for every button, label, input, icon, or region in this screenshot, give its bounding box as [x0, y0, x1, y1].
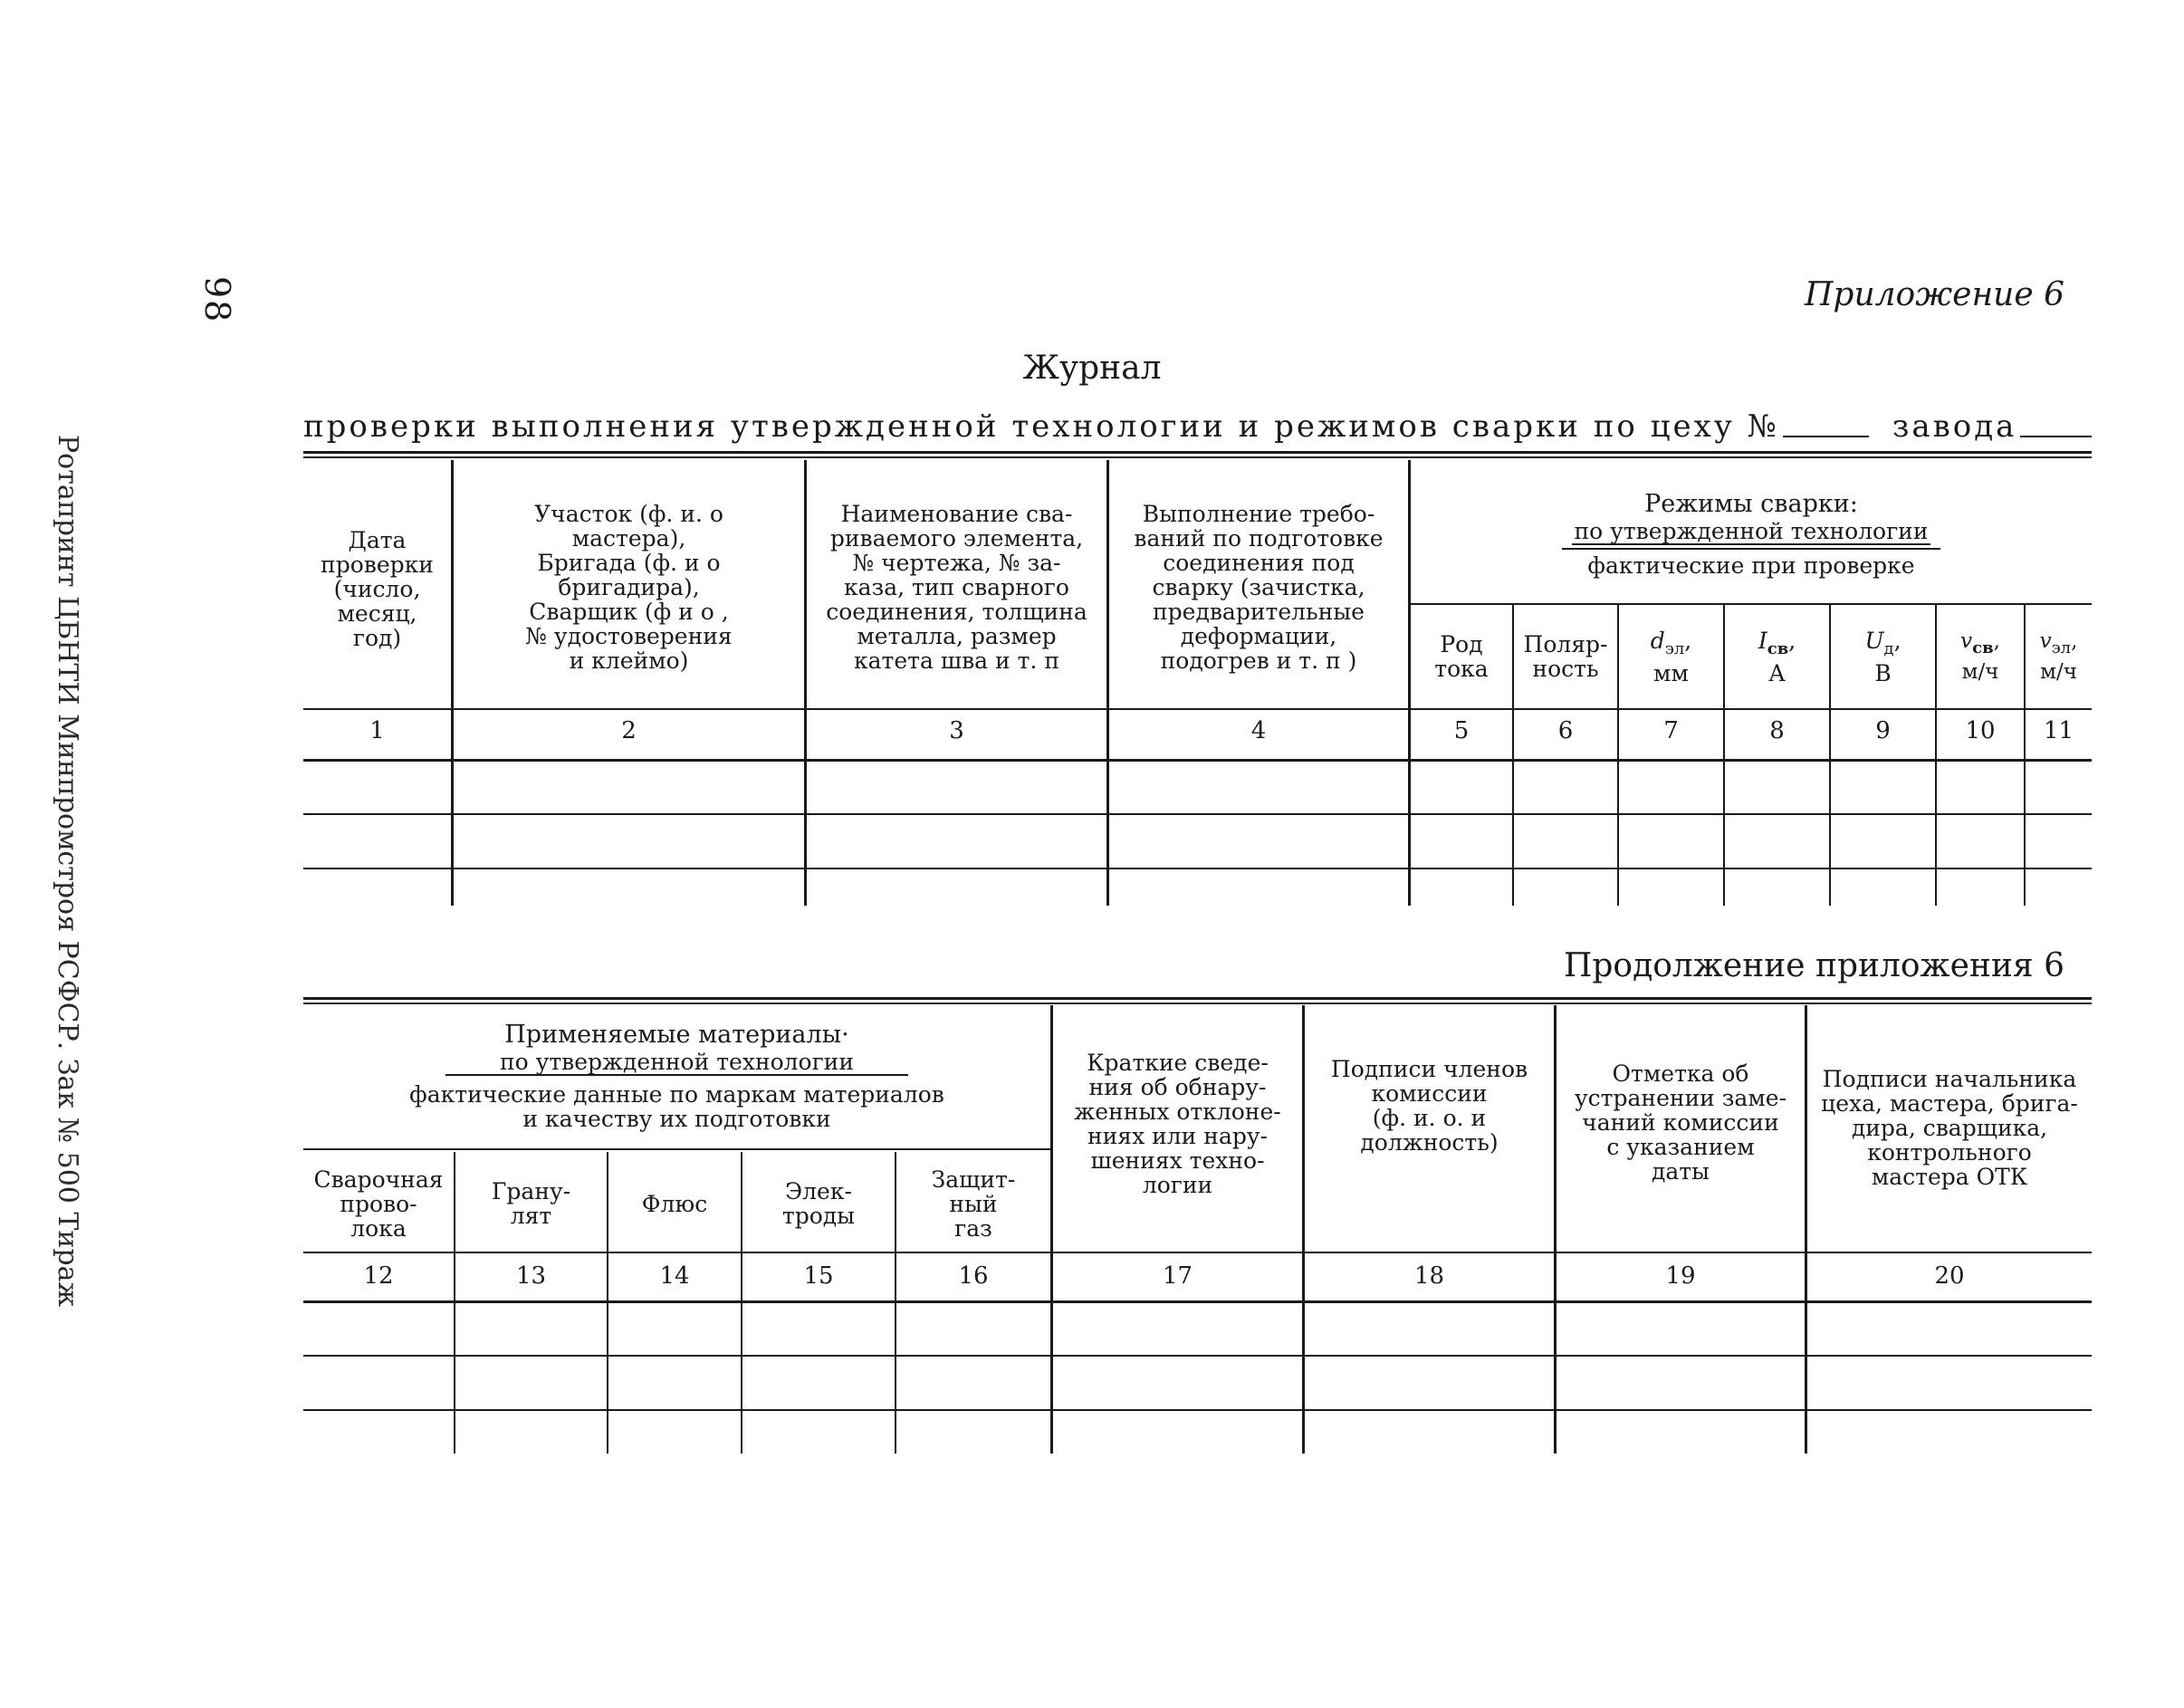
- table1-row-rule: [303, 868, 2092, 869]
- journal-subtitle: [303, 405, 2092, 445]
- symbol-subscript: св: [1767, 638, 1789, 658]
- table2-numbers-rule: [303, 1300, 2092, 1303]
- header-granulate: Грану- лят: [491, 1178, 571, 1229]
- column-number: 14: [659, 1262, 690, 1290]
- symbol: v: [2039, 629, 2052, 653]
- table1-row-rule: [303, 813, 2092, 815]
- table2-row-rule: [303, 1355, 2092, 1357]
- header-materials-actual: фактические данные по маркам материалов и качеству их подготовки: [409, 1081, 944, 1132]
- header-electrode-diameter-content: $d_{эл}$, мм: [1650, 627, 1692, 686]
- workshop-number-blank: [1783, 436, 1869, 437]
- column-number: 11: [2043, 717, 2074, 744]
- header-current-type: Род тока: [1434, 631, 1489, 682]
- header-regimes-actual: фактические при проверке: [1562, 548, 1940, 578]
- column-number: 17: [1162, 1262, 1193, 1290]
- header-welding-wire: Сварочная прово- лока: [313, 1166, 444, 1242]
- column-number: 3: [949, 717, 964, 744]
- unit: м/ч: [1961, 659, 1999, 684]
- header-deviations: Краткие сведе- ния об обнару- женных отклоне- ниях или нару- шениях техно- логии: [1074, 1050, 1281, 1198]
- appendix-label: Приложение 6: [1805, 276, 2064, 313]
- column-number: 13: [515, 1262, 547, 1290]
- header-regimes-tech-wrap: [1411, 518, 2092, 545]
- header-materials-tech-wrap: [303, 1049, 1050, 1076]
- column-number: 4: [1250, 717, 1267, 744]
- header-shielding-gas: Защит- ный газ: [931, 1166, 1016, 1242]
- column-number: 5: [1453, 717, 1470, 744]
- symbol: I: [1758, 627, 1767, 654]
- header-regimes-title: Режимы сварки:: [1644, 489, 1858, 518]
- column-number: 12: [363, 1262, 394, 1290]
- printing-note: Ротапринт ЦБНТИ Минпромстроя РСФСР. Зак № 500 Тираж: [52, 435, 83, 1308]
- header-welding-speed: [1937, 625, 2024, 688]
- header-welding-current-content: $I_{св}$, А: [1758, 627, 1796, 686]
- factory-name-blank: [2020, 436, 2092, 437]
- column-number: 9: [1875, 717, 1891, 744]
- regimes-rule: [1411, 603, 2092, 605]
- table2-top-rule: [303, 997, 2092, 1000]
- journal-title: Журнал: [1022, 350, 1162, 387]
- header-regimes-tech: по утвержденной технологии: [1574, 517, 1929, 544]
- table1-top-rule-2: [303, 456, 2092, 458]
- symbol-subscript: д: [1883, 638, 1894, 658]
- table2-top-rule-2: [303, 1003, 2092, 1004]
- column-number: 6: [1557, 717, 1574, 744]
- column-number: 20: [1934, 1262, 1965, 1290]
- subtitle-text: проверки выполнения утвержденной технологии и режимов сварки по цеху №: [303, 408, 1779, 445]
- header-check-date: Дата проверки (число, месяц, год): [321, 526, 434, 651]
- header-electrode-feed-speed-content: $v_{эл}$, м/ч: [2039, 629, 2078, 684]
- materials-rule: [303, 1148, 1050, 1150]
- factory-label: завода: [1892, 408, 2017, 445]
- column-number: 16: [958, 1262, 989, 1290]
- table2-header-rule: [303, 1252, 2092, 1253]
- header-arc-voltage-content: $U_д$, В: [1864, 627, 1901, 686]
- column-number: 8: [1769, 717, 1785, 744]
- header-section-crew-welder: Участок (ф. и. о мастера), Бригада (ф. и о бригадира), Сварщик (ф и о , № удостоверения и клеймо): [525, 500, 733, 674]
- header-materials-tech: по утвержденной технологии: [445, 1050, 908, 1076]
- unit: А: [1768, 659, 1786, 686]
- header-electrode-diameter: [1619, 625, 1723, 688]
- header-management-signatures: Подписи начальника цеха, мастера, брига- дира, сварщика, контрольного мастера ОТК: [1821, 1065, 2078, 1190]
- unit: мм: [1653, 659, 1689, 686]
- header-welding-speed-content: $v_{св}$, м/ч: [1960, 629, 2000, 684]
- symbol: v: [1960, 629, 1973, 653]
- symbol: d: [1650, 627, 1665, 654]
- symbol-subscript: эл: [1664, 638, 1685, 658]
- column-number: 7: [1663, 717, 1679, 744]
- header-welding-current: [1725, 625, 1829, 688]
- unit: В: [1874, 659, 1892, 686]
- page-number: 98: [197, 276, 237, 324]
- header-polarity: Поляр- ность: [1523, 631, 1608, 682]
- column-number: 15: [803, 1262, 834, 1290]
- header-preparation-requirements: Выполнение требо- ваний по подготовке соединения под сварку (зачистка, предварительные деформации, подогрев и т. п ): [1134, 500, 1384, 674]
- table2-row-rule: [303, 1409, 2092, 1411]
- header-materials-title: Применяемые материалы·: [504, 1020, 849, 1049]
- table1-header-rule: [303, 708, 2092, 710]
- table1-top-rule: [303, 451, 2092, 454]
- column-number: 19: [1665, 1262, 1696, 1290]
- symbol: U: [1864, 627, 1884, 654]
- column-number: 1: [369, 717, 385, 744]
- continuation-label: Продолжение приложения 6: [1563, 947, 2064, 984]
- header-electrode-feed-speed: [2026, 625, 2092, 688]
- table1-numbers-rule: [303, 759, 2092, 762]
- column-number: 18: [1413, 1262, 1445, 1290]
- header-remarks-elimination: Отметка об устранении заме- чаний комиссии с указанием даты: [1574, 1060, 1787, 1185]
- header-commission-signatures: Подписи членов комиссии (ф. и. о. и должность): [1330, 1056, 1528, 1156]
- header-regimes-actual-wrap: [1411, 549, 2092, 579]
- unit: м/ч: [2040, 659, 2077, 684]
- header-element-name: Наименование сва- риваемого элемента, № чертежа, № за- каза, тип сварного соединения, толщина металла, размер катета шва и т. п: [826, 500, 1087, 674]
- header-arc-voltage: [1831, 625, 1935, 688]
- symbol-subscript: св: [1972, 638, 1994, 657]
- header-flux: Флюс: [641, 1190, 708, 1217]
- column-number: 10: [1965, 717, 1996, 744]
- column-number: 2: [621, 717, 637, 744]
- symbol-subscript: эл: [2051, 638, 2072, 657]
- header-electrodes: Элек- троды: [781, 1178, 856, 1229]
